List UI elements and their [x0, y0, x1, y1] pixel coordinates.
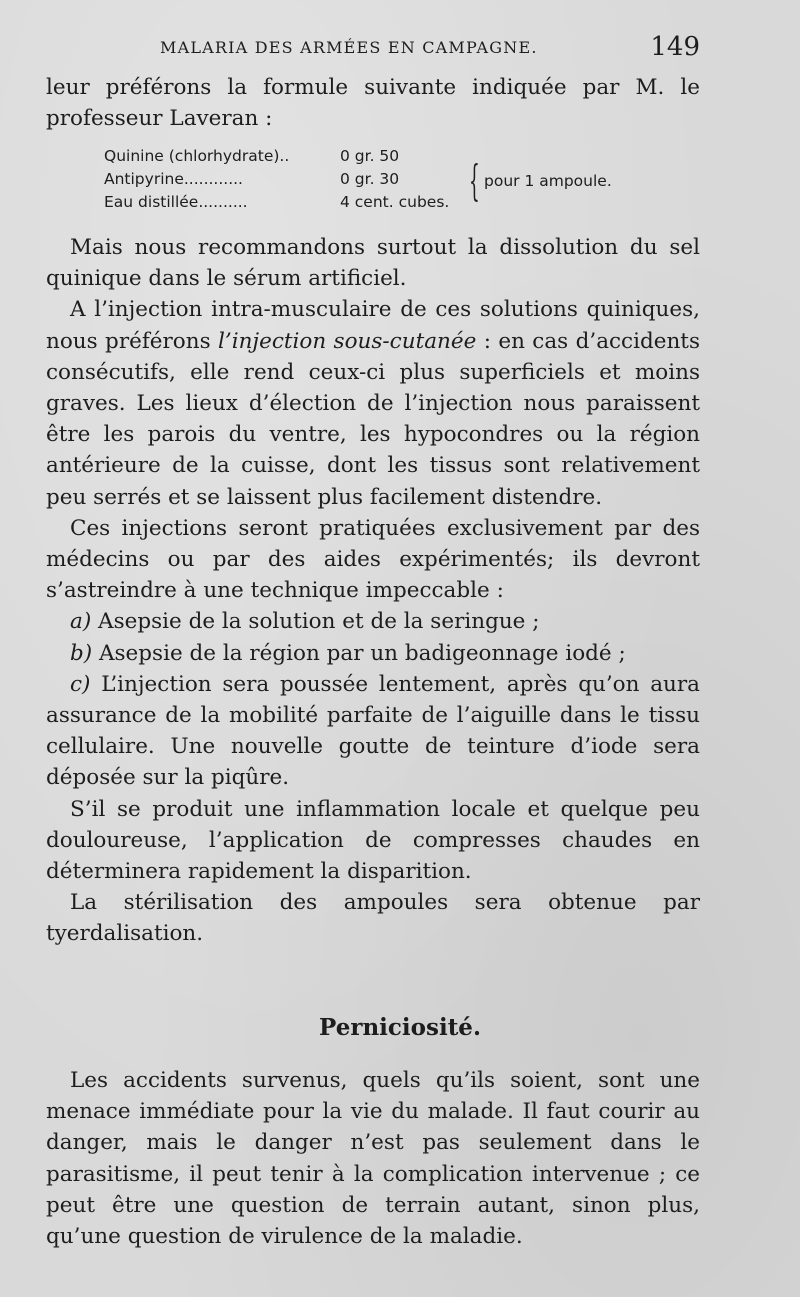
list-item-c — [46, 669, 700, 794]
formula-note: pour 1 ampoule. — [484, 172, 612, 190]
list-letter: a) — [70, 609, 92, 635]
list-item-b — [46, 638, 700, 669]
section-paragraph: Les accidents survenus, quels qu’ils soient, sont une menace immédiate pour la vie du malade. Il faut courir au danger, mais le danger n’est pas seulement dans le parasitisme, il peut tenir à la complication intervenue ; ce peut être une question de terrain autant, sinon plus, qu’une question de virulence de la maladie. — [46, 1068, 700, 1250]
paragraph-2-start: A l’injection intra-musculaire de ces solutions quiniques, nous préférons — [46, 297, 700, 354]
paragraph-2 — [46, 294, 700, 512]
formula-ingredient: Eau distillée.......... — [104, 193, 248, 211]
formula-ingredient: Quinine (chlorhydrate).. — [104, 147, 290, 165]
formula-quantity: 4 cent. cubes. — [340, 193, 450, 211]
page-number: 149 — [650, 32, 700, 62]
list-text: L’injection sera poussée lentement, après qu’on aura assurance de la mobilité parfaite de l’aiguille dans le tissu cellulaire. Une nouvelle goutte de teinture d’iode sera déposée sur la piqûre. — [46, 671, 700, 791]
formula-row — [104, 170, 474, 190]
list-text: Asepsie de la solution et de la seringue ; — [91, 609, 540, 635]
paragraph-3: Ces injections seront pratiquées exclusivement par des médecins ou par des aides expérimentés; ils devront s’astreindre à une technique impeccable : — [46, 515, 700, 604]
page-header — [160, 32, 700, 62]
formula-row — [104, 193, 474, 213]
running-title: MALARIA DES ARMÉES EN CAMPAGNE. — [160, 38, 538, 57]
list-letter: b) — [70, 640, 93, 666]
intro-block — [46, 72, 700, 134]
formula-table — [104, 147, 664, 215]
list-item-a — [46, 606, 700, 637]
formula-ingredient: Antipyrine............ — [104, 170, 243, 188]
list-text: Asepsie de la région par un badigeonnage iodé ; — [92, 640, 626, 666]
paragraph-2-emphasis: l’injection sous-cutanée — [218, 328, 477, 354]
section-heading: Perniciosité. — [319, 1014, 481, 1041]
formula-brace: { — [469, 156, 480, 205]
formula-row — [104, 147, 474, 167]
body-text — [46, 232, 700, 950]
section-text — [46, 1065, 700, 1252]
list-letter: c) — [70, 671, 91, 697]
paragraph-5: La stérilisation des ampoules sera obtenue par tyerdalisation. — [46, 890, 700, 947]
paragraph-1: Mais nous recommandons surtout la dissolution du sel quinique dans le sérum artificiel. — [46, 235, 700, 292]
intro-paragraph: leur préférons la formule suivante indiquée par M. le professeur Laveran : — [46, 75, 700, 132]
paragraph-4: S’il se produit une inflammation locale et quelque peu douloureuse, l’application de compresses chaudes en déterminera rapidement la disparition. — [46, 796, 700, 885]
formula-quantity: 0 gr. 50 — [340, 147, 400, 165]
paragraph-2-end: : en cas d’accidents consécutifs, elle rend ceux-ci plus superficiels et moins graves. Les lieux d’élection de l’injection nous paraissent être les parois du ventre, les hypocondres ou la région antérieure de la cuisse, dont les tissus sont relativement peu serrés et se laissent plus facilement distendre. — [46, 328, 700, 510]
formula-quantity: 0 gr. 30 — [340, 170, 400, 188]
